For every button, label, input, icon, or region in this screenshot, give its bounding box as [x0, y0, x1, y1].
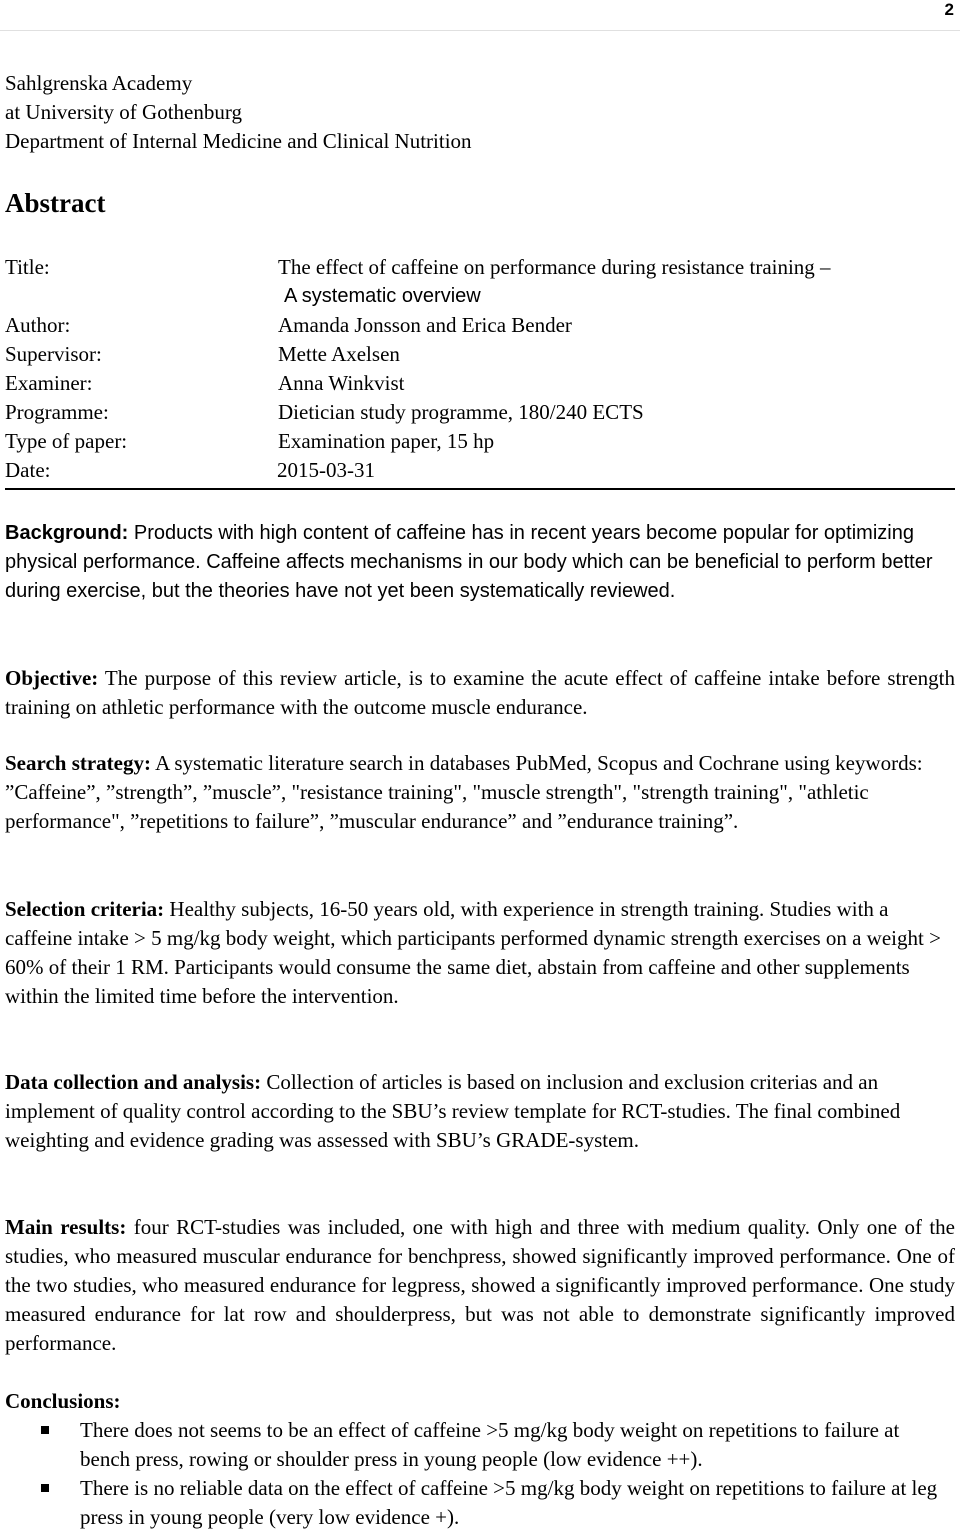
institution-line: Sahlgrenska Academy — [5, 71, 193, 95]
data-collection-text: Collection of articles is based on inclusion and exclusion criterias and an implement of quality control according to the SBU’s review template for RCT-studies. The final combined weighting and evidence grading was assessed with SBU’s GRADE-system. — [5, 1070, 901, 1152]
conclusions-section — [5, 1387, 955, 1532]
date-row — [5, 456, 955, 485]
objective-heading: Objective: — [5, 666, 99, 690]
background-text: Products with high content of caffeine has in recent years become popular for optimizing physical performance. Caffeine affects mechanisms in our body which can be beneficial to perform better during exercise, but the theories have not yet been systematically reviewed. — [5, 522, 933, 602]
programme-value: Dietician study programme, 180/240 ECTS — [278, 400, 644, 424]
supervisor-value: Mette Axelsen — [278, 342, 400, 366]
list-item — [5, 1474, 950, 1532]
institution-line: at University of Gothenburg — [5, 100, 242, 124]
list-item — [5, 1416, 950, 1474]
data-collection-heading: Data collection and analysis: — [5, 1070, 262, 1094]
title-value-cont: A systematic overview — [284, 285, 481, 307]
supervisor-label: Supervisor: — [5, 342, 102, 366]
selection-criteria-text: Healthy subjects, 16-50 years old, with experience in strength training. Studies with a caffeine intake > 5 mg/kg body weight, which participants performed dynamic strength exercises on a weight > 60% of their 1 RM. Participants would consume the same diet, abstain from caffeine and other supplements within the limited time before the intervention. — [5, 897, 941, 1008]
conclusion-text: There does not seems to be an effect of caffeine >5 mg/kg body weight on repetitions to failure at bench press, rowing or shoulder press in young people (low evidence ++). — [80, 1418, 900, 1471]
search-strategy-text: A systematic literature search in databases PubMed, Scopus and Cochrane using keywords: ”Caffeine”, ”strength”, ”muscle”, "resistance training", "muscle strength", "strength training", "athletic performance", ”repetitions to failure”, ”muscular endurance” and ”endurance training”. — [5, 751, 923, 833]
selection-criteria-section — [5, 895, 955, 1011]
abstract-heading: Abstract — [5, 188, 106, 218]
main-results-section — [5, 1213, 955, 1358]
supervisor-row — [5, 340, 955, 369]
author-label: Author: — [5, 313, 71, 337]
date-value: 2015-03-31 — [277, 458, 375, 482]
type-value: Examination paper, 15 hp — [278, 429, 495, 453]
title-row — [5, 253, 955, 282]
selection-criteria-heading: Selection criteria: — [5, 897, 165, 921]
conclusions-list — [5, 1416, 955, 1532]
metadata-divider — [5, 488, 955, 490]
conclusions-heading: Conclusions: — [5, 1389, 121, 1413]
main-results-heading: Main results: — [5, 1215, 127, 1239]
author-value: Amanda Jonsson and Erica Bender — [278, 313, 572, 337]
header-divider — [0, 30, 960, 31]
search-strategy-section — [5, 749, 955, 836]
square-bullet-icon — [41, 1484, 49, 1492]
type-label: Type of paper: — [5, 429, 128, 453]
programme-label: Programme: — [5, 400, 109, 424]
examiner-label: Examiner: — [5, 371, 93, 395]
background-heading: Background: — [5, 522, 129, 544]
metadata-table — [5, 253, 955, 485]
objective-section — [5, 664, 955, 722]
page-number: 2 — [944, 0, 954, 19]
search-strategy-heading: Search strategy: — [5, 751, 151, 775]
title-value: The effect of caffeine on performance during resistance training – — [278, 255, 831, 279]
institution-line: Department of Internal Medicine and Clinical Nutrition — [5, 129, 472, 153]
background-section — [5, 519, 955, 606]
programme-row — [5, 398, 955, 427]
title-label: Title: — [5, 255, 50, 279]
type-row — [5, 427, 955, 456]
author-row — [5, 311, 955, 340]
objective-text: The purpose of this review article, is to examine the acute effect of caffeine intake before strength training on athletic performance with the outcome muscle endurance. — [5, 666, 955, 719]
examiner-row — [5, 369, 955, 398]
date-label: Date: — [5, 458, 51, 482]
title-row-cont — [5, 282, 955, 311]
examiner-value: Anna Winkvist — [278, 371, 405, 395]
data-collection-section — [5, 1068, 955, 1155]
main-results-text: four RCT-studies was included, one with high and three with medium quality. Only one of the studies, who measured muscular endurance for benchpress, showed significantly improved performance. One of the two studies, who measured endurance for legpress, showed a significantly improved performance. One study measured endurance for lat row and shoulderpress, but was not able to demonstrate significantly improved performance. — [5, 1215, 955, 1355]
institution-block — [5, 69, 472, 156]
conclusion-text: There is no reliable data on the effect of caffeine >5 mg/kg body weight on repetitions to failure at leg press in young people (very low evidence +). — [80, 1476, 938, 1529]
square-bullet-icon — [41, 1426, 49, 1434]
